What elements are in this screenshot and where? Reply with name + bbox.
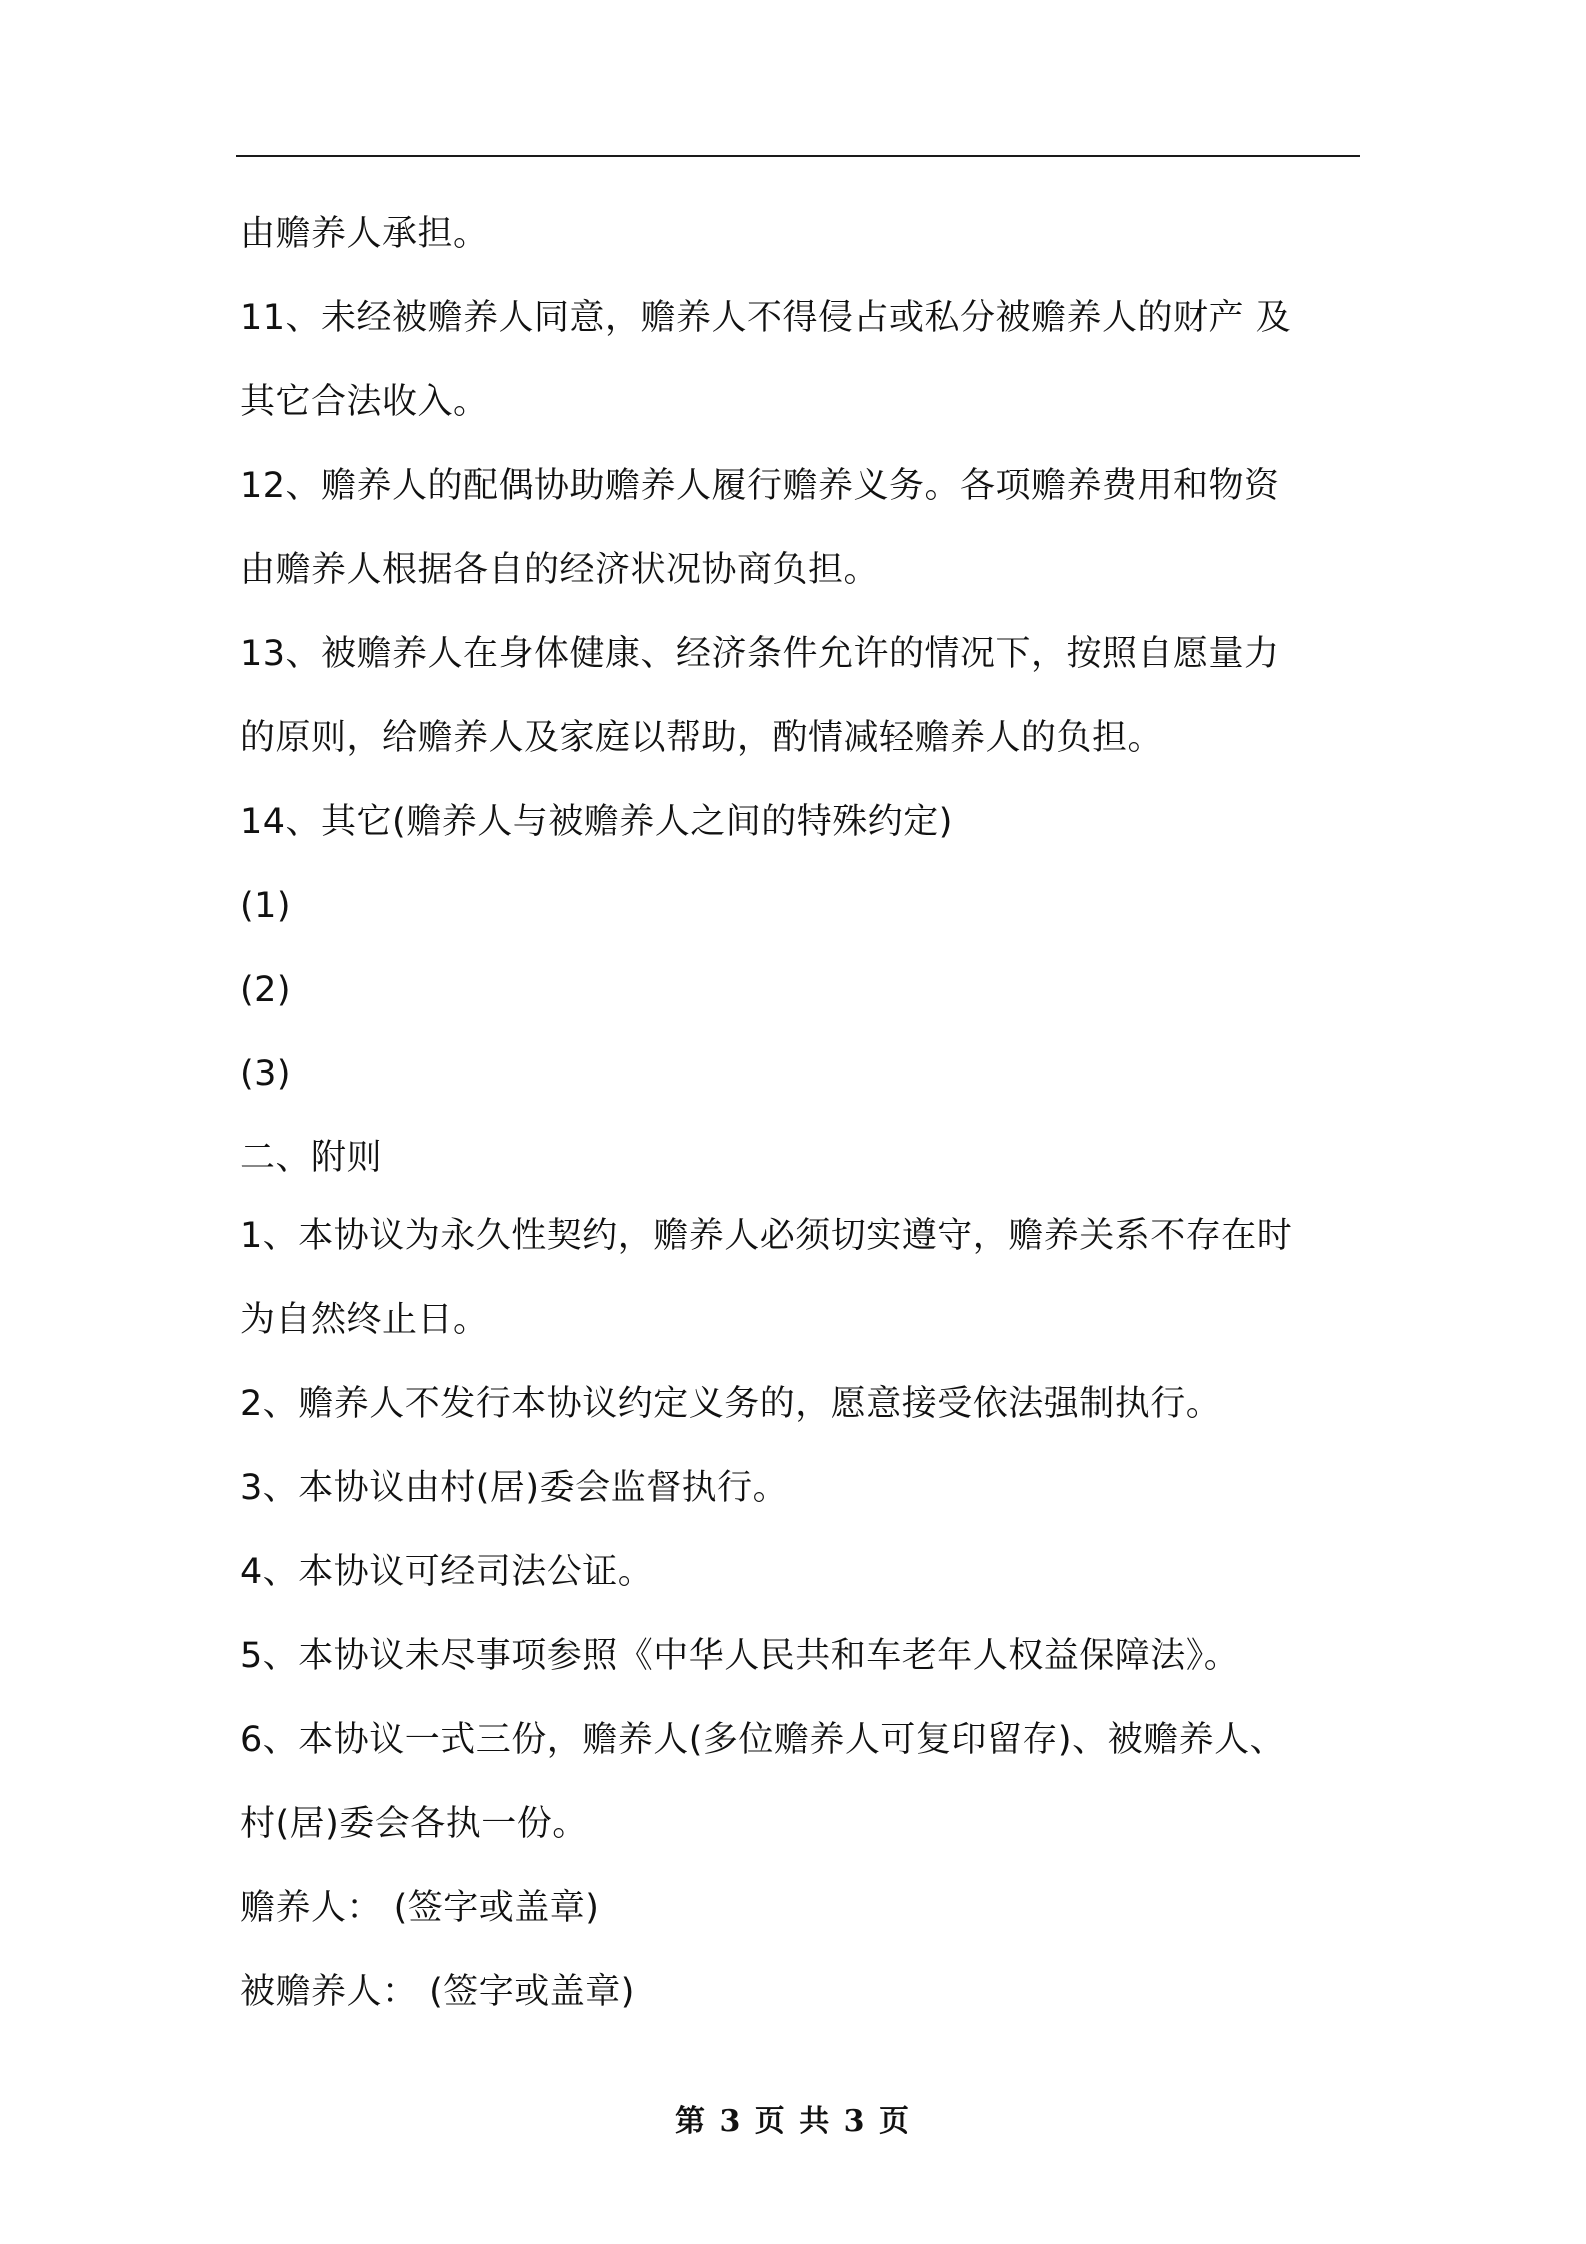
text-line: (3) bbox=[240, 1054, 292, 1094]
text-line: 由赡养人根据各自的经济状况协商负担。 bbox=[240, 550, 880, 590]
text-line: 其它合法收入。 bbox=[240, 382, 489, 422]
text-line: 2、赡养人不发行本协议约定义务的，愿意接受依法强制执行。 bbox=[240, 1384, 1222, 1424]
page-number: 第 3 页 共 3 页 bbox=[675, 2104, 911, 2139]
text-line: 的原则，给赡养人及家庭以帮助，酌情减轻赡养人的负担。 bbox=[240, 718, 1164, 758]
signature-line-supporter: 赡养人： (签字或盖章) bbox=[240, 1888, 600, 1928]
page-footer bbox=[0, 2096, 1586, 2140]
text-line: 3、本协议由村(居)委会监督执行。 bbox=[240, 1468, 789, 1508]
text-line: 1、本协议为永久性契约，赡养人必须切实遵守，赡养关系不存在时 bbox=[240, 1216, 1293, 1256]
text-line: 为自然终止日。 bbox=[240, 1300, 489, 1340]
text-line: 11、未经被赡养人同意，赡养人不得侵占或私分被赡养人的财产 及 bbox=[240, 298, 1292, 338]
text-line: 4、本协议可经司法公证。 bbox=[240, 1552, 654, 1592]
header-divider bbox=[236, 155, 1360, 157]
text-line: (2) bbox=[240, 970, 292, 1010]
text-line: 14、其它(赡养人与被赡养人之间的特殊约定) bbox=[240, 802, 953, 842]
text-line: 13、被赡养人在身体健康、经济条件允许的情况下，按照自愿量力 bbox=[240, 634, 1280, 674]
text-line: 12、赡养人的配偶协助赡养人履行赡养义务。各项赡养费用和物资 bbox=[240, 466, 1280, 506]
signature-line-supported: 被赡养人： (签字或盖章) bbox=[240, 1972, 635, 2012]
text-line: 6、本协议一式三份，赡养人(多位赡养人可复印留存)、被赡养人、 bbox=[240, 1720, 1286, 1760]
text-line: 由赡养人承担。 bbox=[240, 214, 489, 254]
document-body bbox=[240, 192, 1362, 2034]
text-line: 5、本协议未尽事项参照《中华人民共和车老年人权益保障法》。 bbox=[240, 1636, 1240, 1676]
text-line: 村(居)委会各执一份。 bbox=[240, 1804, 588, 1844]
section-heading: 二、附则 bbox=[240, 1138, 383, 1178]
text-line: (1) bbox=[240, 886, 292, 926]
